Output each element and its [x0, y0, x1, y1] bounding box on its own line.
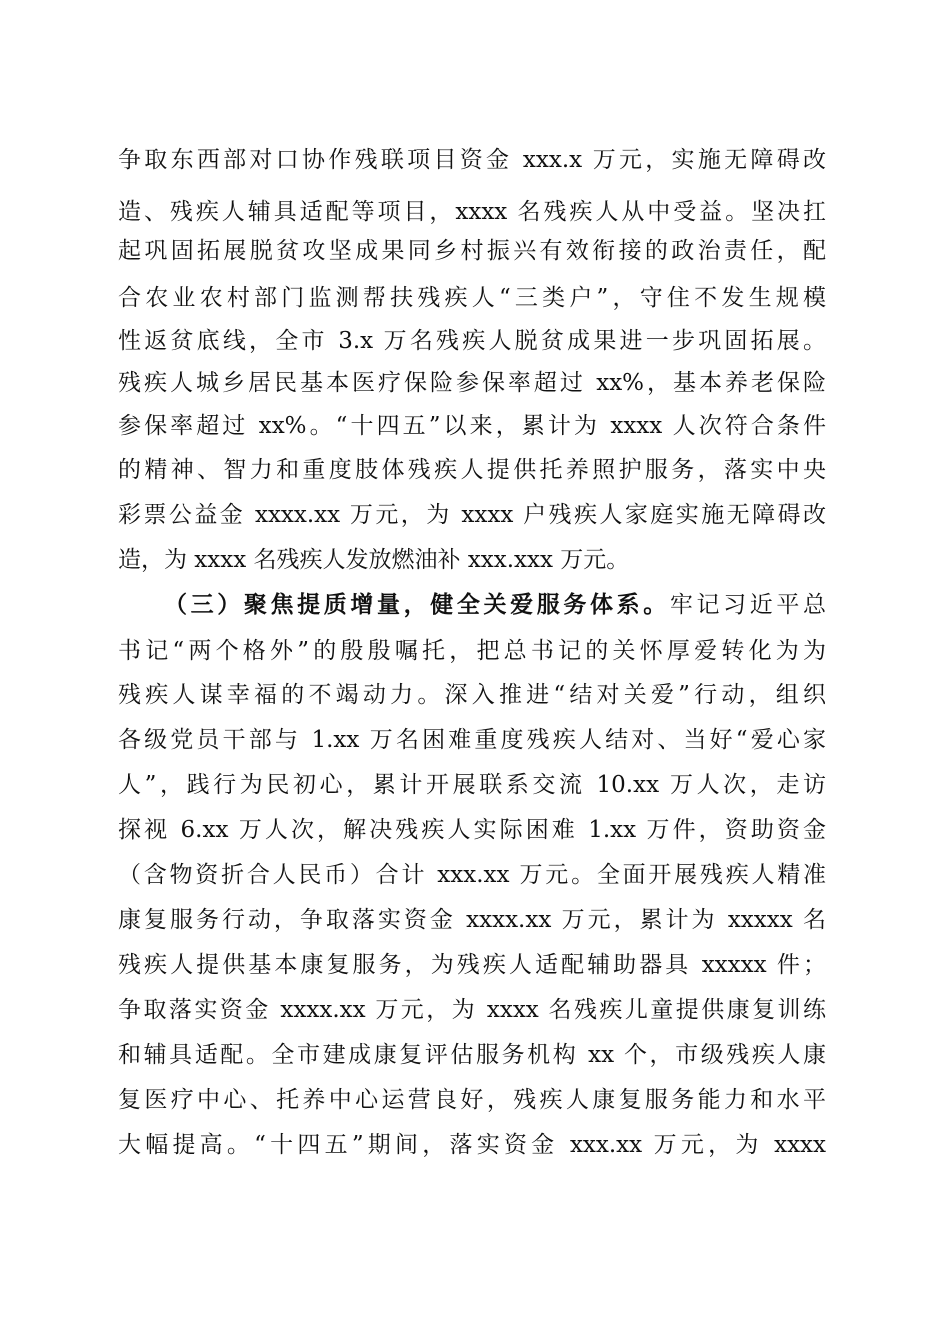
- paragraph-line: 争取落实资金 xxxx.xx 万元，为 xxxx 名残疾儿童提供康复训练: [118, 997, 826, 1023]
- paragraph-line: 残疾人谋幸福的不竭动力。深入推进“结对关爱”行动，组织: [118, 682, 826, 708]
- paragraph-line: 探视 6.xx 万人次，解决残疾人实际困难 1.xx 万件，资助资金: [118, 817, 826, 843]
- paragraph-line: （含物资折合人民币）合计 xxx.xx 万元。全面开展残疾人精准: [118, 862, 826, 888]
- paragraph-line: 残疾人提供基本康复服务，为残疾人适配辅助器具 xxxxx 件；: [118, 952, 826, 978]
- paragraph-line: 性返贫底线，全市 3.x 万名残疾人脱贫成果进一步巩固拓展。: [118, 328, 826, 354]
- paragraph-line: 彩票公益金 xxxx.xx 万元，为 xxxx 户残疾人家庭实施无障碍改: [118, 502, 826, 528]
- section-heading: （三）聚焦提质增量，健全关爱服务体系。: [164, 591, 670, 618]
- paragraph-line: 康复服务行动，争取落实资金 xxxx.xx 万元，累计为 xxxxx 名: [118, 907, 826, 933]
- paragraph-line: 争取东西部对口协作残联项目资金 xxx.x 万元，实施无障碍改: [118, 147, 826, 173]
- paragraph-line: 造、残疾人辅具适配等项目，xxxx 名残疾人从中受益。坚决扛: [118, 199, 826, 225]
- paragraph-line: 各级党员干部与 1.xx 万名困难重度残疾人结对、当好“爱心家: [118, 727, 826, 753]
- paragraph-line: 大幅提高。“十四五”期间，落实资金 xxx.xx 万元，为 xxxx: [118, 1132, 826, 1158]
- section-first-line-text: 牢记习近平总: [669, 592, 826, 618]
- paragraph-line: 造，为 xxxx 名残疾人发放燃油补 xxx.xxx 万元。: [118, 547, 630, 573]
- paragraph-line: 残疾人城乡居民基本医疗保险参保率超过 xx%，基本养老保险: [118, 370, 826, 396]
- paragraph-line: 人”，践行为民初心，累计开展联系交流 10.xx 万人次，走访: [118, 772, 826, 798]
- paragraph-line: 合农业农村部门监测帮扶残疾人“三类户”，守住不发生规模: [118, 285, 826, 311]
- paragraph-line: 和辅具适配。全市建成康复评估服务机构 xx 个，市级残疾人康: [118, 1042, 826, 1068]
- section-heading-line: [164, 590, 826, 622]
- paragraph-line: 复医疗中心、托养中心运营良好，残疾人康复服务能力和水平: [118, 1087, 826, 1113]
- paragraph-line: 的精神、智力和重度肢体残疾人提供托养照护服务，落实中央: [118, 457, 826, 483]
- paragraph-line: 起巩固拓展脱贫攻坚成果同乡村振兴有效衔接的政治责任，配: [118, 238, 826, 264]
- paragraph-line: 书记“两个格外”的殷殷嘱托，把总书记的关怀厚爱转化为为: [118, 638, 826, 664]
- paragraph-line: 参保率超过 xx%。“十四五”以来，累计为 xxxx 人次符合条件: [118, 413, 826, 439]
